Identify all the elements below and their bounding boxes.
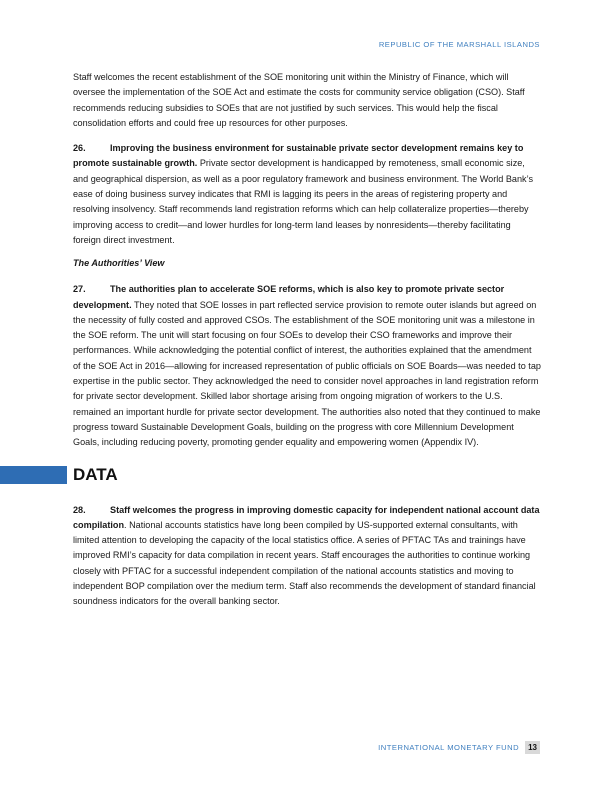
paragraph-lead: Staff welcomes the progress in improving domestic capacity for independent national account data compilation — [73, 504, 540, 530]
paragraph-lead: The authorities plan to accelerate SOE reforms, which is also key to promote private sector development. — [73, 284, 505, 310]
section-accent-bar — [0, 466, 67, 484]
section-heading — [73, 461, 541, 491]
paragraph-intro: Staff welcomes the recent establishment of the SOE monitoring unit within the Ministry of Finance, which will oversee the implementation of the SOE Act and estimate the costs for community service obligation (CSO). Staff recommends reducing subsidies to SOEs that are not justified by such services. This would help the fiscal consolidation efforts and could free up resources for other purposes. — [73, 72, 525, 128]
running-header: REPUBLIC OF THE MARSHALL ISLANDS — [378, 40, 540, 49]
page-footer — [378, 741, 540, 754]
subheading-authorities-view: The Authorities’ View — [73, 258, 165, 269]
paragraph-27 — [73, 282, 541, 450]
paragraph-number: 26. — [73, 143, 86, 154]
paragraph-body: . National accounts statistics have long been compiled by US-supported external consultants, with limited attention to developing the capacity of the local statistics office. A series of PFTAC TAs and trainings have improved RMI’s capacity for data compilation in recent years. Staff encourages the authorities to continue working closely with PFTAC for a successful independent compilation of the national accounts statistics and moving to independent BOP compilation over the medium term. Staff also recommends the development of standard financial soundness indicators for the overall banking sector. — [73, 519, 536, 607]
paragraph-body: Private sector development is handicapped by remoteness, small economic size, and geographical dispersion, as well as a poor regulatory framework and business environment. The World Bank’s ease of doing business survey indicates that RMI is lagging its peers in the areas of registering property and resolving insolvency. Staff recommends land registration reforms which can help collateralize properties—thereby improving access to credit—and lower hurdles for long-term land leases by nonresidents—thereby facilitating foreign direct investment. — [73, 158, 533, 245]
paragraph-lead: Improving the business environment for sustainable private sector development remains key to promote sustainable growth. — [73, 143, 524, 169]
paragraph-number: 27. — [73, 284, 86, 295]
page-number: 13 — [525, 741, 540, 754]
footer-label: INTERNATIONAL MONETARY FUND — [378, 743, 520, 752]
paragraph-28 — [73, 503, 541, 610]
section-title: DATA — [73, 464, 118, 484]
paragraph-number: 28. — [73, 504, 86, 515]
paragraph-26 — [73, 141, 541, 248]
page-content — [73, 70, 541, 620]
paragraph-body: They noted that SOE losses in part reflected service provision to remote outer islands but agreed on the necessity of fully costed and approved CSOs. The establishment of the SOE monitoring unit was a milestone in the SOE reform. The unit will start focusing on four SOEs to develop their CSO frameworks and improve their performances. While acknowledging the potential conflict of interest, the authorities explained that the amendment of the SOE Act in 2016—allowing for increased representation of public officials on SOE Boards—was needed to tap expertise in the public sector. They acknowledged the need to consider novel approaches in land registration reform for private sector development. Skilled labor shortage arising from ongoing migration of workers to the U.S. remained an important hurdle for private sector development. The authorities also noted that they continued to make progress toward Sustainable Development Goals, building on the progress with core Millennium Development Goals, including reducing poverty, promoting gender equality and empowering women (Appendix IV). — [73, 299, 541, 448]
